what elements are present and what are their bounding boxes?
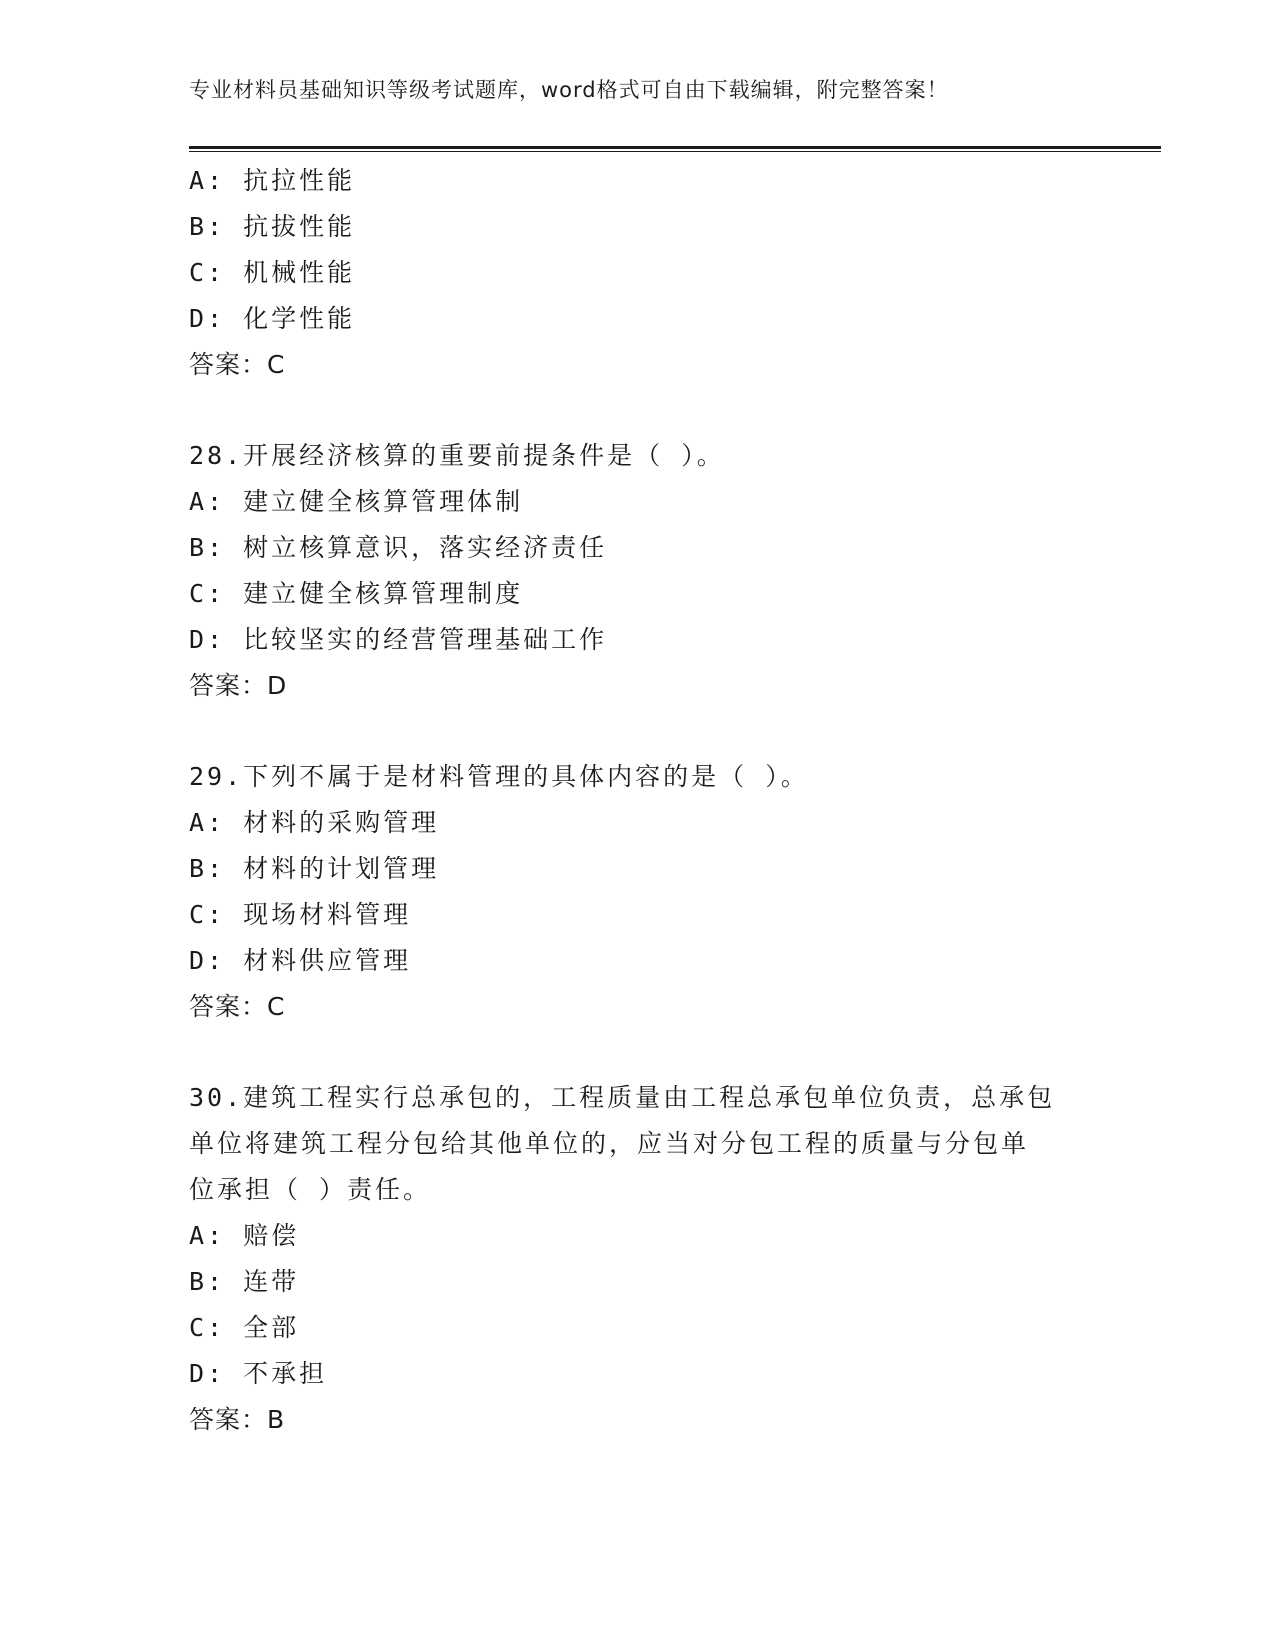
header-rule-thick — [189, 146, 1161, 149]
option-b: B: 连带 — [189, 1267, 300, 1296]
option-a: A: 材料的采购管理 — [189, 808, 440, 837]
header-rule-thin — [189, 151, 1161, 152]
question-stem-line-1: 30.建筑工程实行总承包的，工程质量由工程总承包单位负责，总承包 — [189, 1083, 1056, 1112]
answer: 答案：D — [189, 671, 288, 700]
option-c: C: 建立健全核算管理制度 — [189, 579, 524, 608]
question-29 — [189, 754, 1089, 1030]
option-b: B: 树立核算意识，落实经济责任 — [189, 533, 608, 562]
option-a: A: 赔偿 — [189, 1221, 300, 1250]
option-d: D: 比较坚实的经营管理基础工作 — [189, 625, 608, 654]
answer: 答案：B — [189, 1405, 286, 1434]
page-header: 专业材料员基础知识等级考试题库，word格式可自由下载编辑，附完整答案！ — [189, 78, 949, 102]
answer: 答案：C — [189, 350, 286, 379]
document-body — [189, 158, 1089, 1443]
answer: 答案：C — [189, 992, 286, 1021]
spacer — [189, 388, 1089, 433]
spacer — [189, 709, 1089, 754]
question-30 — [189, 1075, 1089, 1443]
option-d: D: 材料供应管理 — [189, 946, 412, 975]
question-27-continued — [189, 158, 1089, 388]
question-stem: 29.下列不属于是材料管理的具体内容的是（ ）。 — [189, 762, 809, 791]
question-stem-line-2: 单位将建筑工程分包给其他单位的，应当对分包工程的质量与分包单 — [189, 1129, 1030, 1158]
option-c: C: 全部 — [189, 1313, 300, 1342]
option-b: B: 抗拔性能 — [189, 212, 356, 241]
option-a: A: 抗拉性能 — [189, 166, 356, 195]
question-stem: 28.开展经济核算的重要前提条件是（ ）。 — [189, 441, 725, 470]
option-b: B: 材料的计划管理 — [189, 854, 440, 883]
question-stem-line-3: 位承担（ ）责任。 — [189, 1175, 432, 1204]
spacer — [189, 1030, 1089, 1075]
option-c: C: 机械性能 — [189, 258, 356, 287]
option-c: C: 现场材料管理 — [189, 900, 412, 929]
option-d: D: 化学性能 — [189, 304, 356, 333]
option-d: D: 不承担 — [189, 1359, 328, 1388]
option-a: A: 建立健全核算管理体制 — [189, 487, 524, 516]
question-28 — [189, 433, 1089, 709]
